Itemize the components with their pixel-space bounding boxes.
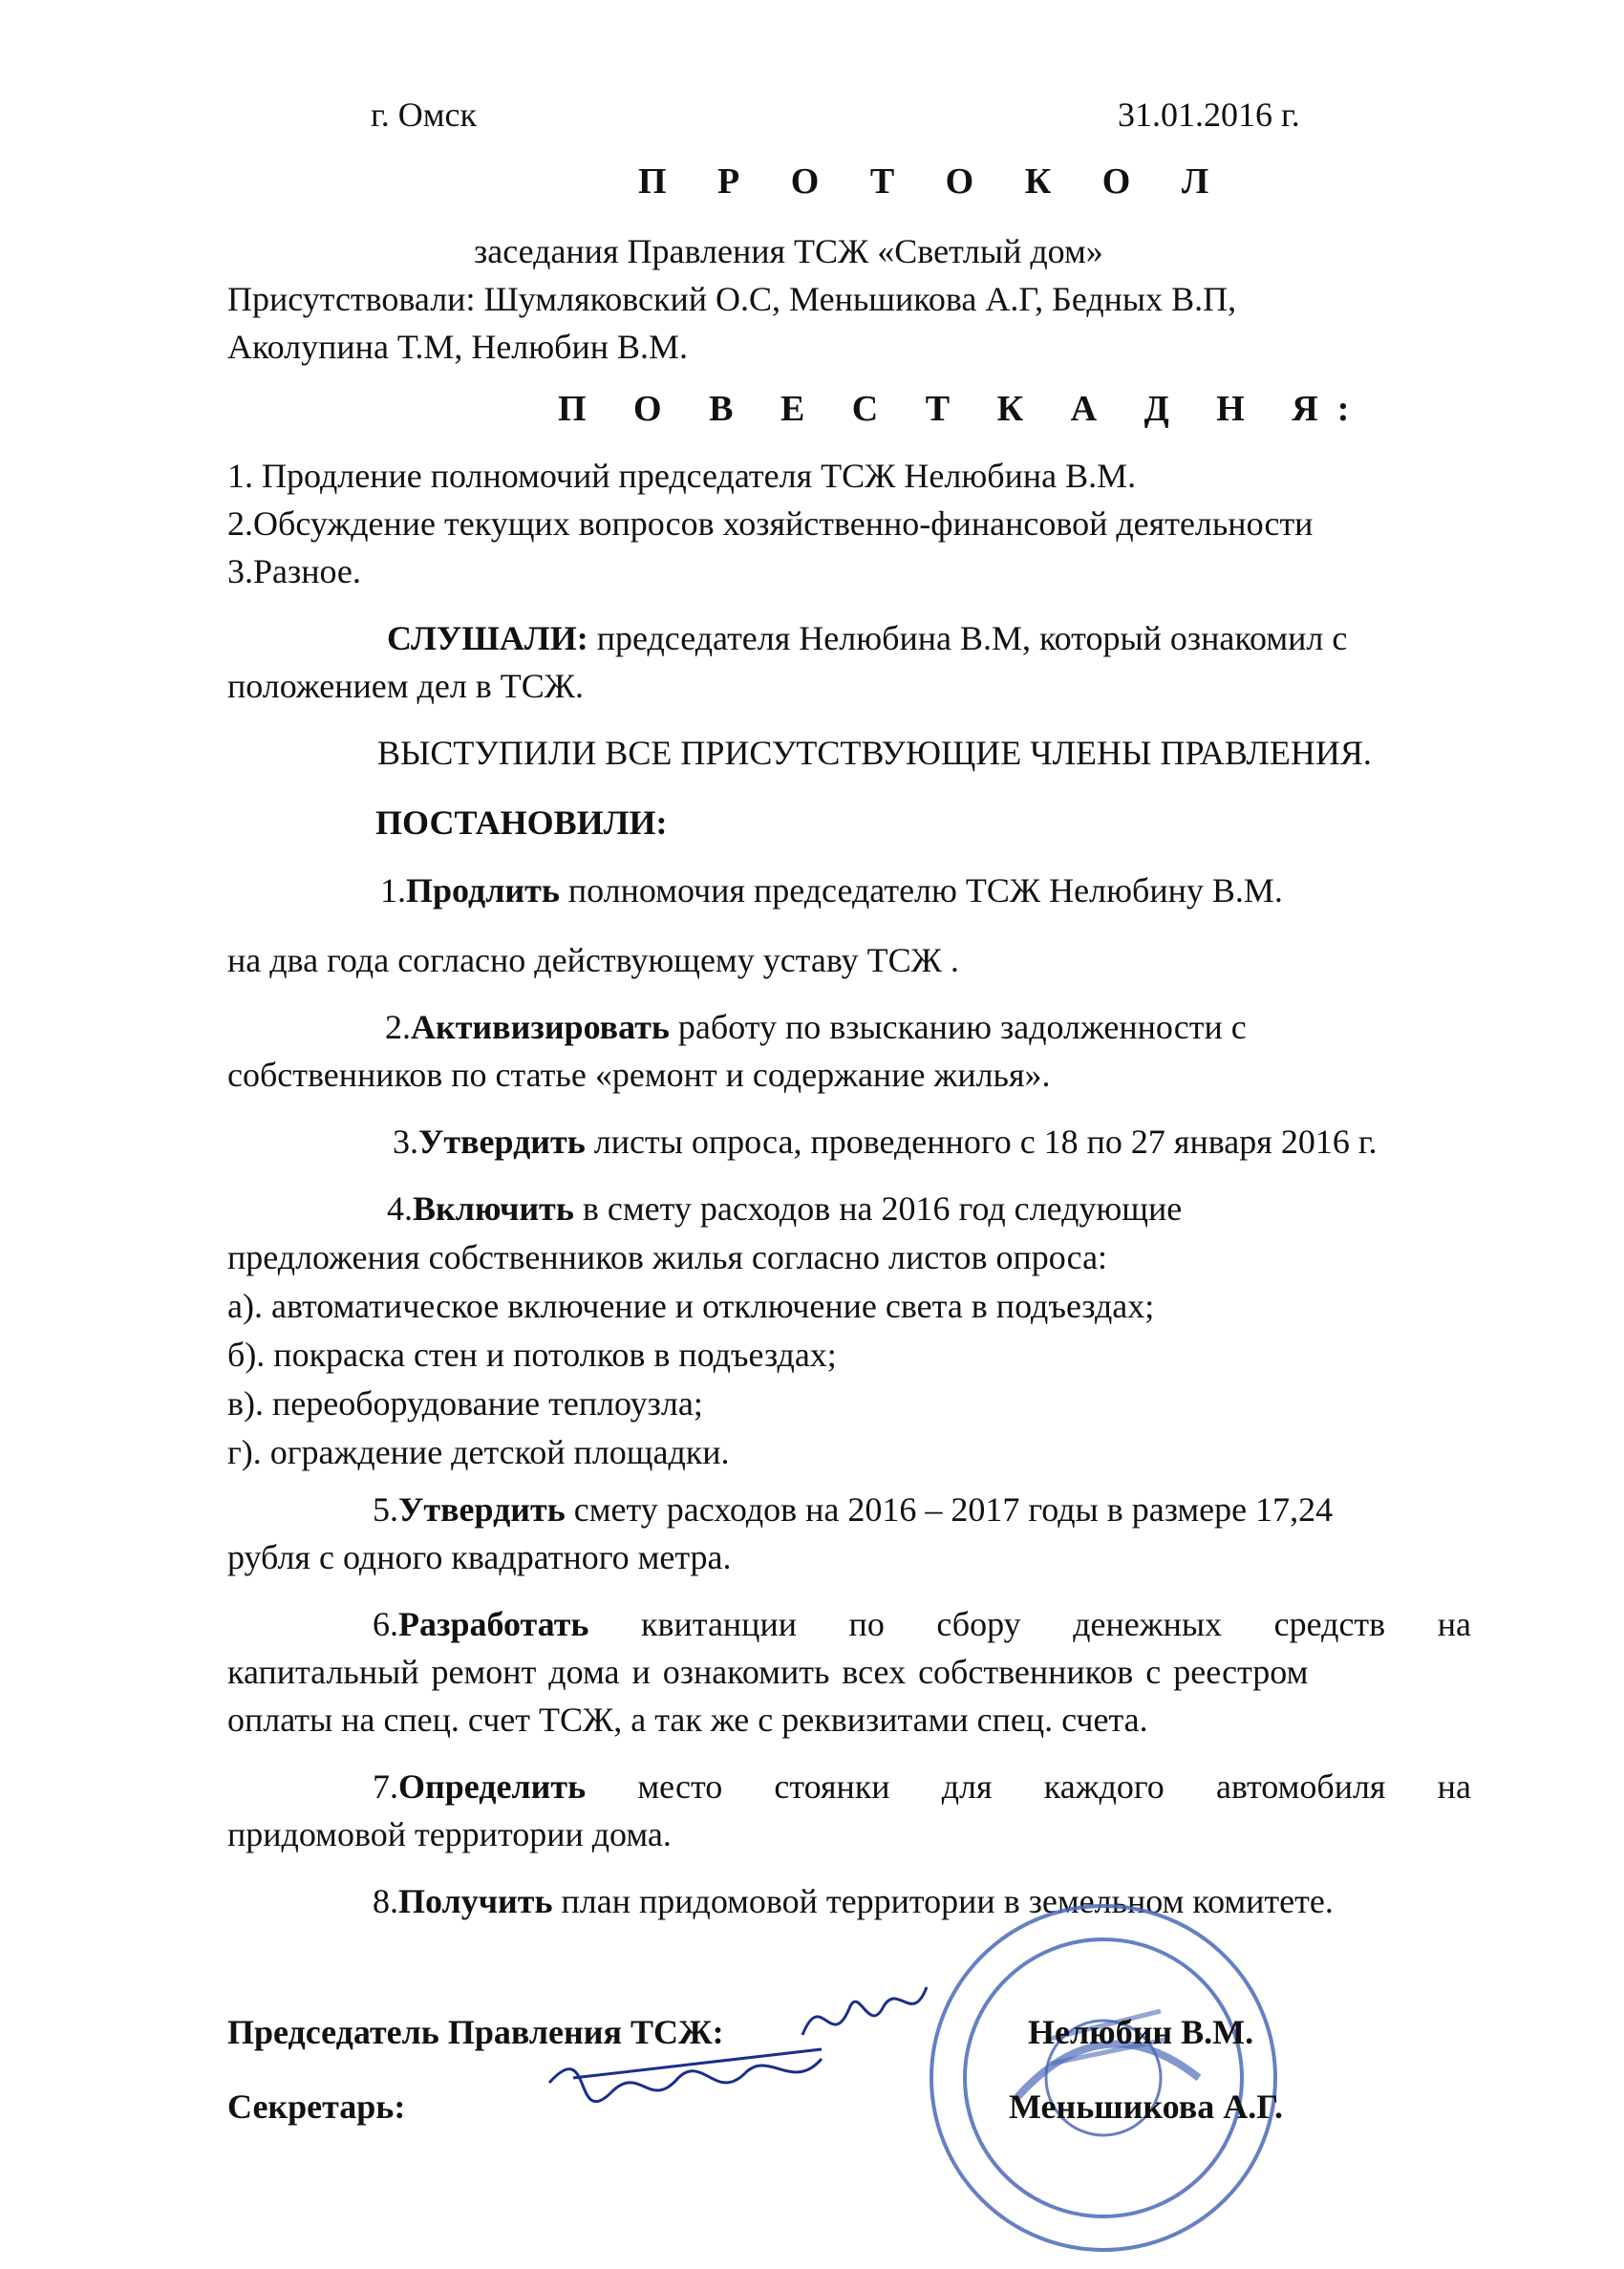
resolution-4-cont: предложения собственников жилья согласно листов опроса: [227,1238,1108,1276]
agenda-heading: П О В Е С Т К А Д Н Я: [558,389,1369,429]
word: для [941,1767,993,1806]
resolution-7 [373,1766,1471,1808]
resolution-verb: Активизировать [411,1008,670,1046]
resolution-verb: Получить [398,1882,553,1920]
resolution-verb: Определить [398,1767,587,1806]
resolution-verb: Продлить [406,871,560,910]
attendees-line-1: Присутствовали: Шумляковский О.С, Меньшикова А.Г, Бедных В.П, [227,280,1237,318]
agenda-item: 2.Обсуждение текущих вопросов хозяйственно-финансовой деятельности [227,504,1314,543]
document-title: П Р О Т О К О Л [638,161,1230,202]
resolution-5 [373,1488,1333,1531]
resolution-number: 7. [373,1767,398,1806]
word: на [1437,1605,1471,1643]
word: по [848,1605,885,1643]
spoke-line: ВЫСТУПИЛИ ВСЕ ПРИСУТСТВУЮЩИЕ ЧЛЕНЫ ПРАВЛЕНИЯ. [377,734,1372,772]
resolution-3 [393,1121,1378,1163]
resolution-2-cont: собственников по статье «ремонт и содержание жилья». [227,1056,1051,1094]
listened-label: СЛУШАЛИ: [387,619,588,657]
resolution-number: 1. [380,871,406,910]
resolution-6-cont: капитальный ремонт дома и ознакомить всех собственников с реестром [227,1653,1309,1691]
word: место [637,1767,723,1806]
resolution-verb: Утвердить [398,1490,566,1529]
resolution-6 [373,1603,1471,1645]
resolution-7-cont: придомовой территории дома. [227,1815,672,1853]
resolution-verb: Включить [413,1189,574,1228]
word: квитанции [641,1605,797,1643]
resolution-number: 6. [373,1605,398,1643]
resolution-verb: Разработать [398,1605,589,1643]
organization-stamp [912,1887,1294,2269]
resolution-number: 4. [387,1189,413,1228]
resolution-text: смету расходов на 2016 – 2017 годы в размере 17,24 [565,1490,1334,1529]
resolution-6-cont-2: оплаты на спец. счет ТСЖ, а так же с реквизитами спец. счета. [227,1701,1148,1739]
resolution-text: в смету расходов на 2016 год следующие [573,1189,1183,1228]
secretary-name: Меньшикова А.Г. [1009,2087,1284,2126]
city: г. Омск [371,96,477,134]
resolution-text: работу по взысканию задолженности с [669,1008,1247,1046]
word: стоянки [774,1767,890,1806]
resolution-verb-group [373,1766,586,1808]
resolution-number: 5. [373,1490,398,1529]
agenda-item: 1. Продление полномочий председателя ТСЖ Нелюбина В.М. [227,457,1137,495]
resolution-number: 3. [393,1123,418,1161]
attendees-line-2: Аколупина Т.М, Нелюбин В.М. [227,328,689,366]
resolution-5-cont: рубля с одного квадратного метра. [227,1538,732,1576]
stamp-outer-ring [931,1906,1275,2250]
secretary-role: Секретарь: [227,2087,406,2126]
listened-text: председателя Нелюбина В.М, который ознакомил с [588,619,1348,657]
word: денежных [1073,1605,1223,1643]
word: каждого [1043,1767,1165,1806]
chairman-role: Председатель Правления ТСЖ: [227,2013,724,2051]
word: средств [1273,1605,1386,1643]
resolution-text: полномочия председателю ТСЖ Нелюбину В.М. [559,871,1283,910]
resolution-1 [380,869,1283,911]
listened-line-2: положением дел в ТСЖ. [227,667,585,705]
resolution-4-item: а). автоматическое включение и отключение света в подъездах; [227,1287,1155,1325]
resolution-4 [387,1188,1182,1230]
resolution-4-item: б). покраска стен и потолков в подъездах; [227,1336,837,1374]
agenda-item: 3.Разное. [227,552,361,590]
resolution-1-cont: на два года согласно действующему уставу ТСЖ . [227,941,959,979]
word: сбору [936,1605,1021,1643]
stamp-inner-ring [965,1939,1242,2216]
document-date: 31.01.2016 г. [1118,96,1300,134]
resolution-text: листы опроса, проведенного с 18 по 27 января 2016 г. [585,1123,1378,1161]
resolved-heading: ПОСТАНОВИЛИ: [375,803,668,842]
word: автомобиля [1215,1767,1386,1806]
resolution-number: 2. [385,1008,411,1046]
resolution-4-item: г). ограждение детской площадки. [227,1433,730,1471]
resolution-number: 8. [373,1882,398,1920]
resolution-verb-group [373,1603,588,1645]
resolution-2 [385,1006,1247,1048]
word: на [1437,1767,1471,1806]
resolution-text: план придомовой территории в земельном комитете. [552,1882,1334,1920]
listened-line-1 [387,617,1347,659]
document-subtitle: заседания Правления ТСЖ «Светлый дом» [474,232,1103,270]
chairman-name: Нелюбин В.М. [1028,2013,1254,2051]
resolution-verb: Утвердить [418,1123,586,1161]
resolution-4-item: в). переоборудование теплоузла; [227,1384,703,1423]
